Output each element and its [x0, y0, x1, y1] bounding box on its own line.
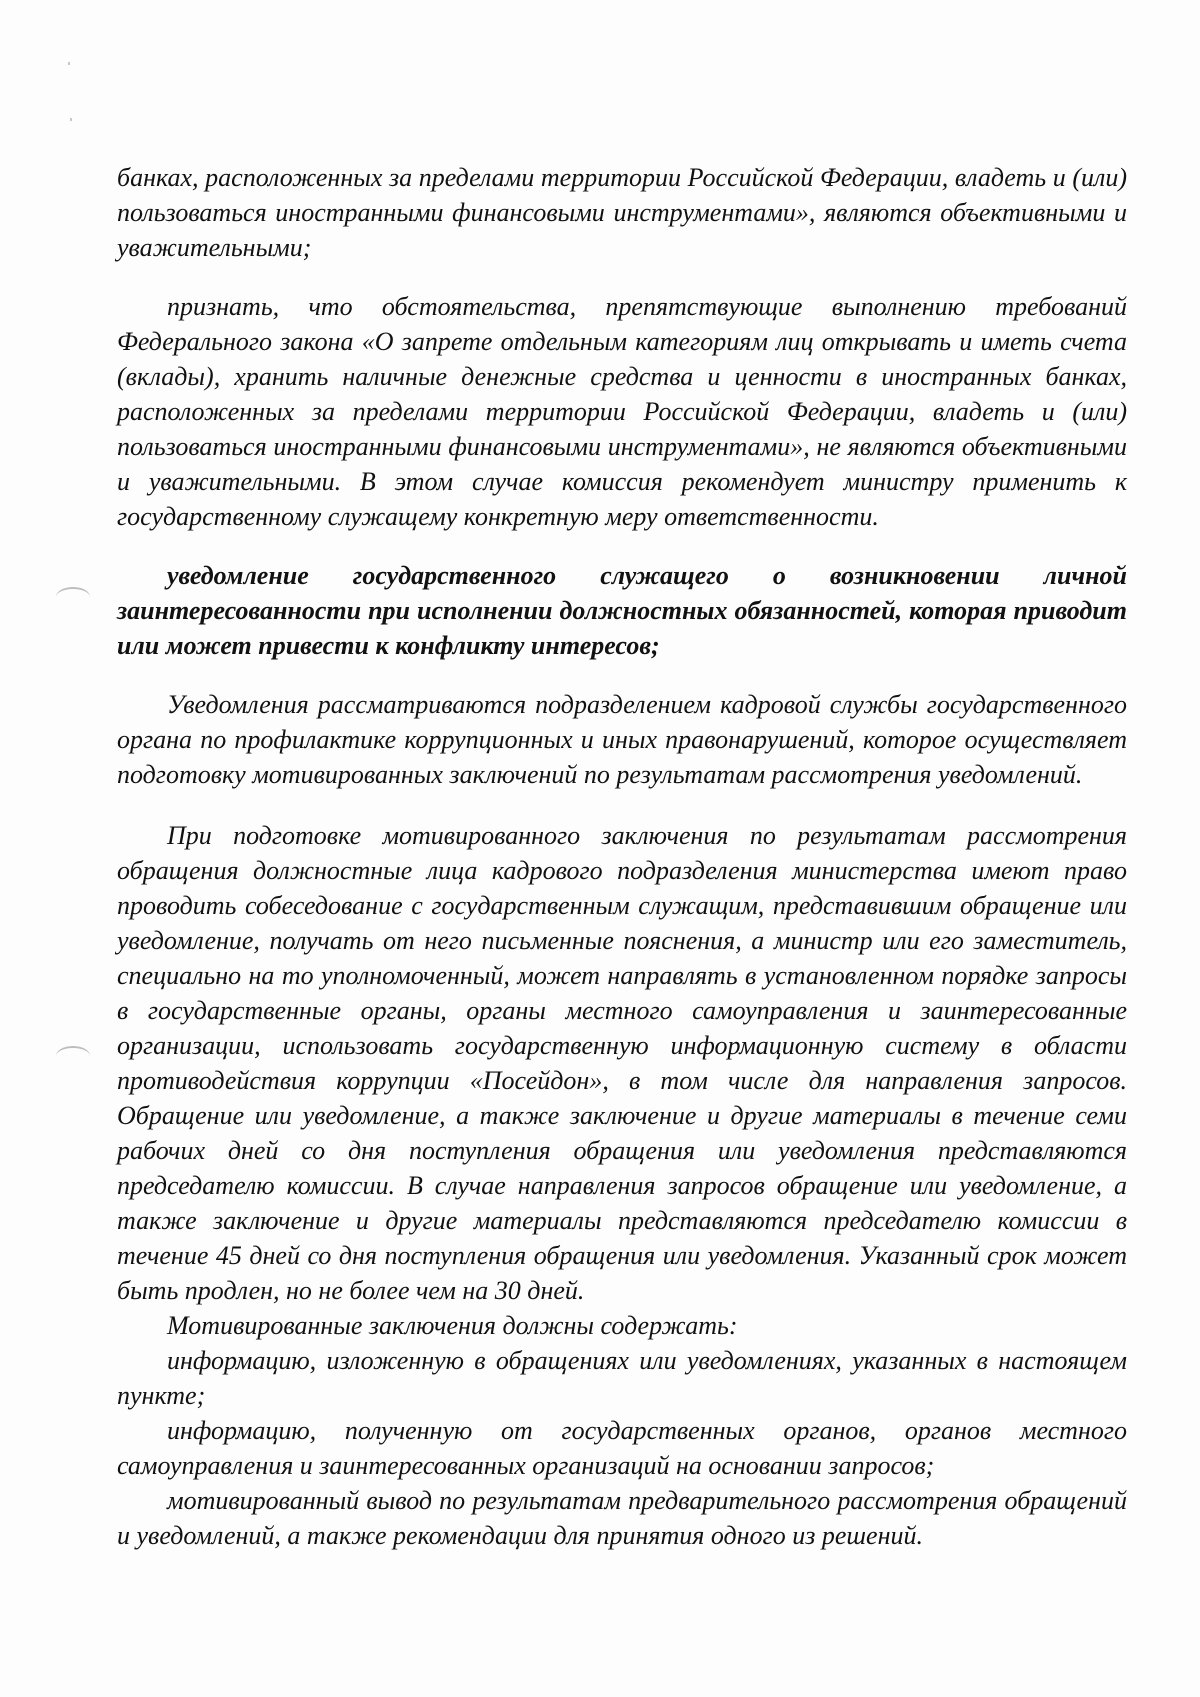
list-item-information-received: информацию, полученную от государственных органов, органов местного самоуправления и заинтересованных организаций на основании запросов;: [117, 1416, 1127, 1480]
paragraph-notifications-review: Уведомления рассматриваются подразделением кадровой службы государственного органа по профилактике коррупционных и иных правонарушений, которое осуществляет подготовку мотивированных заключений по результатам рассмотрения уведомлений.: [117, 690, 1127, 789]
hole-punch-mark: [56, 1046, 90, 1066]
paragraph-conclusion-contents: Мотивированные заключения должны содержать:: [167, 1311, 738, 1340]
list-item-motivated-finding: мотивированный вывод по результатам предварительного рассмотрения обращений и уведомлений, а также рекомендации для принятия одного из решений.: [117, 1486, 1127, 1550]
paragraph-motivated-conclusion: При подготовке мотивированного заключения по результатам рассмотрения обращения должностные лица кадрового подразделения министерства имеют право проводить собеседование с государственным служащим, представившим обращение или уведомление, получать от него письменные пояснения, а министр или его заместитель, специально на то уполномоченный, может направлять в установленном порядке запросы в государственные органы, органы местного самоуправления и заинтересованные организации, использовать государственную информационную систему в области противодействия коррупции «Посейдон», в том числе для направления запросов. Обращение или уведомление, а также заключение и другие материалы в течение семи рабочих дней со дня поступления обращения или уведомления представляются председателю комиссии. В случае направления запросов обращение или уведомление, а также заключение и другие материалы представляются председателю комиссии в течение 45 дней со дня поступления обращения или уведомления. Указанный срок может быть продлен, но не более чем на 30 дней.: [117, 821, 1127, 1305]
paragraph-heading-notification: уведомление государственного служащего о возникновении личной заинтересованности при исполнении должностных обязанностей, которая приводит или может привести к конфликту интересов;: [117, 561, 1127, 660]
scan-speck: [68, 62, 70, 65]
list-item-information-stated: информацию, изложенную в обращениях или уведомлениях, указанных в настоящем пункте;: [117, 1346, 1127, 1410]
document-body: [117, 160, 1127, 1553]
paragraph-decision-not-objective: признать, что обстоятельства, препятствующие выполнению требований Федерального закона «О запрете отдельным категориям лиц открывать и иметь счета (вклады), хранить наличные денежные средства и ценности в иностранных банках, расположенных за пределами территории Российской Федерации, владеть и (или) пользоваться иностранными финансовыми инструментами», не являются объективными и уважительными. В этом случае комиссия рекомендует министру применить к государственному служащему конкретную меру ответственности.: [117, 292, 1127, 531]
paragraph-continuation: банках, расположенных за пределами территории Российской Федерации, владеть и (или) пользоваться иностранными финансовыми инструментами», являются объективными и уважительными;: [117, 163, 1127, 262]
scan-speck: [70, 118, 72, 121]
hole-punch-mark: [56, 587, 90, 607]
